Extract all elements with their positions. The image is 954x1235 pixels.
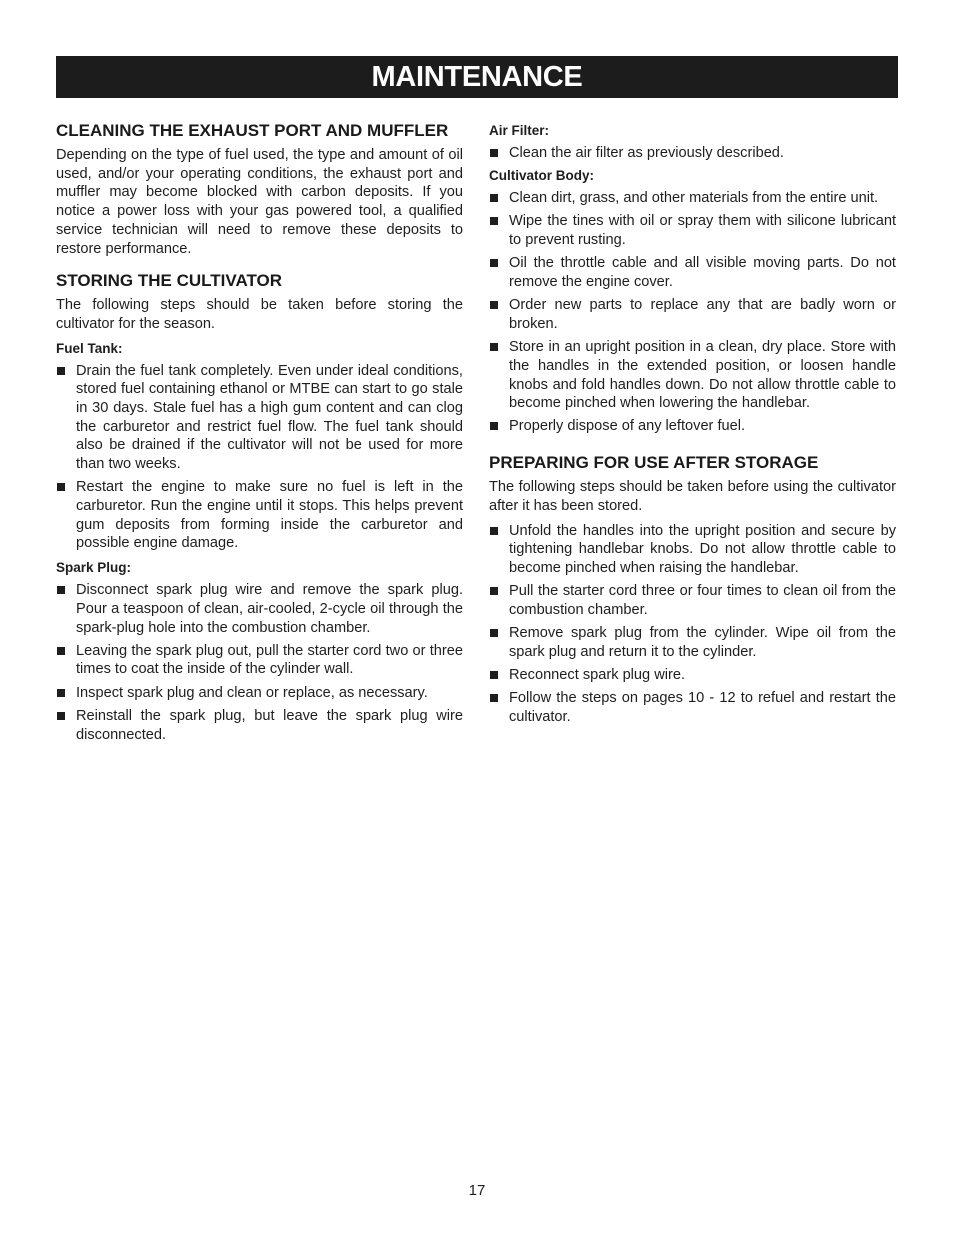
section-exhaust — [56, 120, 463, 258]
preparing-list — [489, 522, 896, 727]
square-bullet-icon — [490, 422, 498, 430]
page-title-banner — [56, 56, 898, 98]
list-item — [489, 417, 896, 436]
square-bullet-icon — [57, 367, 65, 375]
fuel-tank-list — [56, 362, 463, 554]
list-item-text: Reconnect spark plug wire. — [509, 666, 686, 683]
square-bullet-icon — [57, 586, 65, 594]
square-bullet-icon — [57, 712, 65, 720]
list-item — [489, 624, 896, 661]
air-filter-list — [489, 144, 896, 163]
spark-plug-list — [56, 581, 463, 744]
square-bullet-icon — [490, 194, 498, 202]
air-filter-label: Air Filter: — [489, 123, 550, 138]
list-item — [489, 212, 896, 249]
square-bullet-icon — [490, 149, 498, 157]
square-bullet-icon — [490, 301, 498, 309]
cultivator-body-label: Cultivator Body: — [489, 168, 595, 184]
list-item — [489, 144, 896, 163]
list-item — [489, 189, 896, 208]
square-bullet-icon — [490, 527, 498, 535]
section-storing — [56, 270, 463, 744]
list-item — [489, 296, 896, 333]
list-item-text: Restart the engine to make sure no fuel is left in the carburetor. Run the engine until it stops. This helps prevent gum deposits from forming inside the carburetor and possible engine damage. — [76, 479, 463, 552]
square-bullet-icon — [57, 647, 65, 655]
list-item — [56, 478, 463, 553]
storing-intro: The following steps should be taken before storing the cultivator for the season. — [56, 297, 463, 332]
square-bullet-icon — [57, 689, 65, 697]
list-item-text: Remove spark plug from the cylinder. Wipe oil from the spark plug and return it to the cylinder. — [509, 625, 896, 660]
list-item-text: Follow the steps on pages 10 - 12 to refuel and restart the cultivator. — [509, 690, 896, 725]
list-item-text: Inspect spark plug and clean or replace, as necessary. — [76, 684, 428, 701]
square-bullet-icon — [490, 587, 498, 595]
right-column — [489, 122, 896, 739]
list-item — [56, 362, 463, 474]
list-item — [489, 522, 896, 578]
list-item-text: Order new parts to replace any that are badly worn or broken. — [509, 297, 896, 332]
square-bullet-icon — [490, 259, 498, 267]
list-item — [489, 254, 896, 291]
list-item — [56, 581, 463, 637]
exhaust-heading: CLEANING THE EXHAUST PORT AND MUFFLER — [56, 121, 449, 140]
left-column — [56, 120, 463, 756]
square-bullet-icon — [490, 343, 498, 351]
list-item-text: Wipe the tines with oil or spray them with silicone lubricant to prevent rusting. — [509, 213, 896, 249]
list-item-text: Clean dirt, grass, and other materials from the entire unit. — [509, 190, 879, 207]
page-title: MAINTENANCE — [371, 60, 583, 93]
list-item-text: Store in an upright position in a clean, dry place. Store with the handles in the extended position, or loosen handle knobs and fold handles down. Do not allow throttle cable to become pinched when lowering the handlebar. — [509, 339, 896, 412]
list-item — [489, 689, 896, 726]
list-item-text: Reinstall the spark plug, but leave the spark plug wire disconnected. — [76, 707, 463, 743]
fuel-tank-label: Fuel Tank: — [56, 340, 123, 356]
square-bullet-icon — [490, 629, 498, 637]
cultivator-body-list — [489, 189, 896, 436]
preparing-heading: PREPARING FOR USE AFTER STORAGE — [489, 453, 819, 473]
list-item-text: Pull the starter cord three or four times to clean oil from the combustion chamber. — [509, 583, 896, 618]
storing-heading: STORING THE CULTIVATOR — [56, 271, 283, 291]
square-bullet-icon — [57, 483, 65, 491]
square-bullet-icon — [490, 694, 498, 702]
page-number: 17 — [468, 1182, 486, 1199]
list-item-text: Properly dispose of any leftover fuel. — [509, 418, 746, 435]
exhaust-paragraph: Depending on the type of fuel used, the type and amount of oil used, and/or your operating conditions, the exhaust port and muffler may become blocked with carbon deposits. If you notice a power loss with your gas powered tool, a qualified service technician will need to remove these deposits to restore performance. — [56, 147, 463, 257]
section-preparing — [489, 452, 896, 726]
list-item-text: Clean the air filter as previously described. — [509, 145, 784, 161]
list-item-text: Leaving the spark plug out, pull the starter cord two or three times to coat the inside of the cylinder wall. — [76, 642, 463, 678]
list-item-text: Unfold the handles into the upright position and secure by tightening handlebar knobs. Do not allow throttle cable to become pinched when raising the handlebar. — [509, 522, 896, 576]
list-item — [489, 338, 896, 413]
square-bullet-icon — [490, 671, 498, 679]
list-item-text: Oil the throttle cable and all visible moving parts. Do not remove the engine cover. — [509, 255, 896, 291]
list-item-text: Drain the fuel tank completely. Even under ideal conditions, stored fuel containing ethanol or MTBE can start to go stale in 30 days. Stale fuel has a high gum content and can clog the carburetor and restrict fuel flow. The fuel tank should also be drained if the cultivator will not be used for more than two weeks. — [76, 362, 463, 473]
list-item — [489, 666, 896, 685]
preparing-intro: The following steps should be taken before using the cultivator after it has been stored. — [489, 479, 896, 514]
square-bullet-icon — [490, 217, 498, 225]
list-item — [56, 684, 463, 703]
list-item — [56, 707, 463, 744]
list-item — [489, 582, 896, 619]
list-item — [56, 642, 463, 679]
spark-plug-label: Spark Plug: — [56, 560, 132, 576]
list-item-text: Disconnect spark plug wire and remove the spark plug. Pour a teaspoon of clean, air-cooled, 2-cycle oil through the spark-plug hole into the combustion chamber. — [76, 582, 463, 636]
